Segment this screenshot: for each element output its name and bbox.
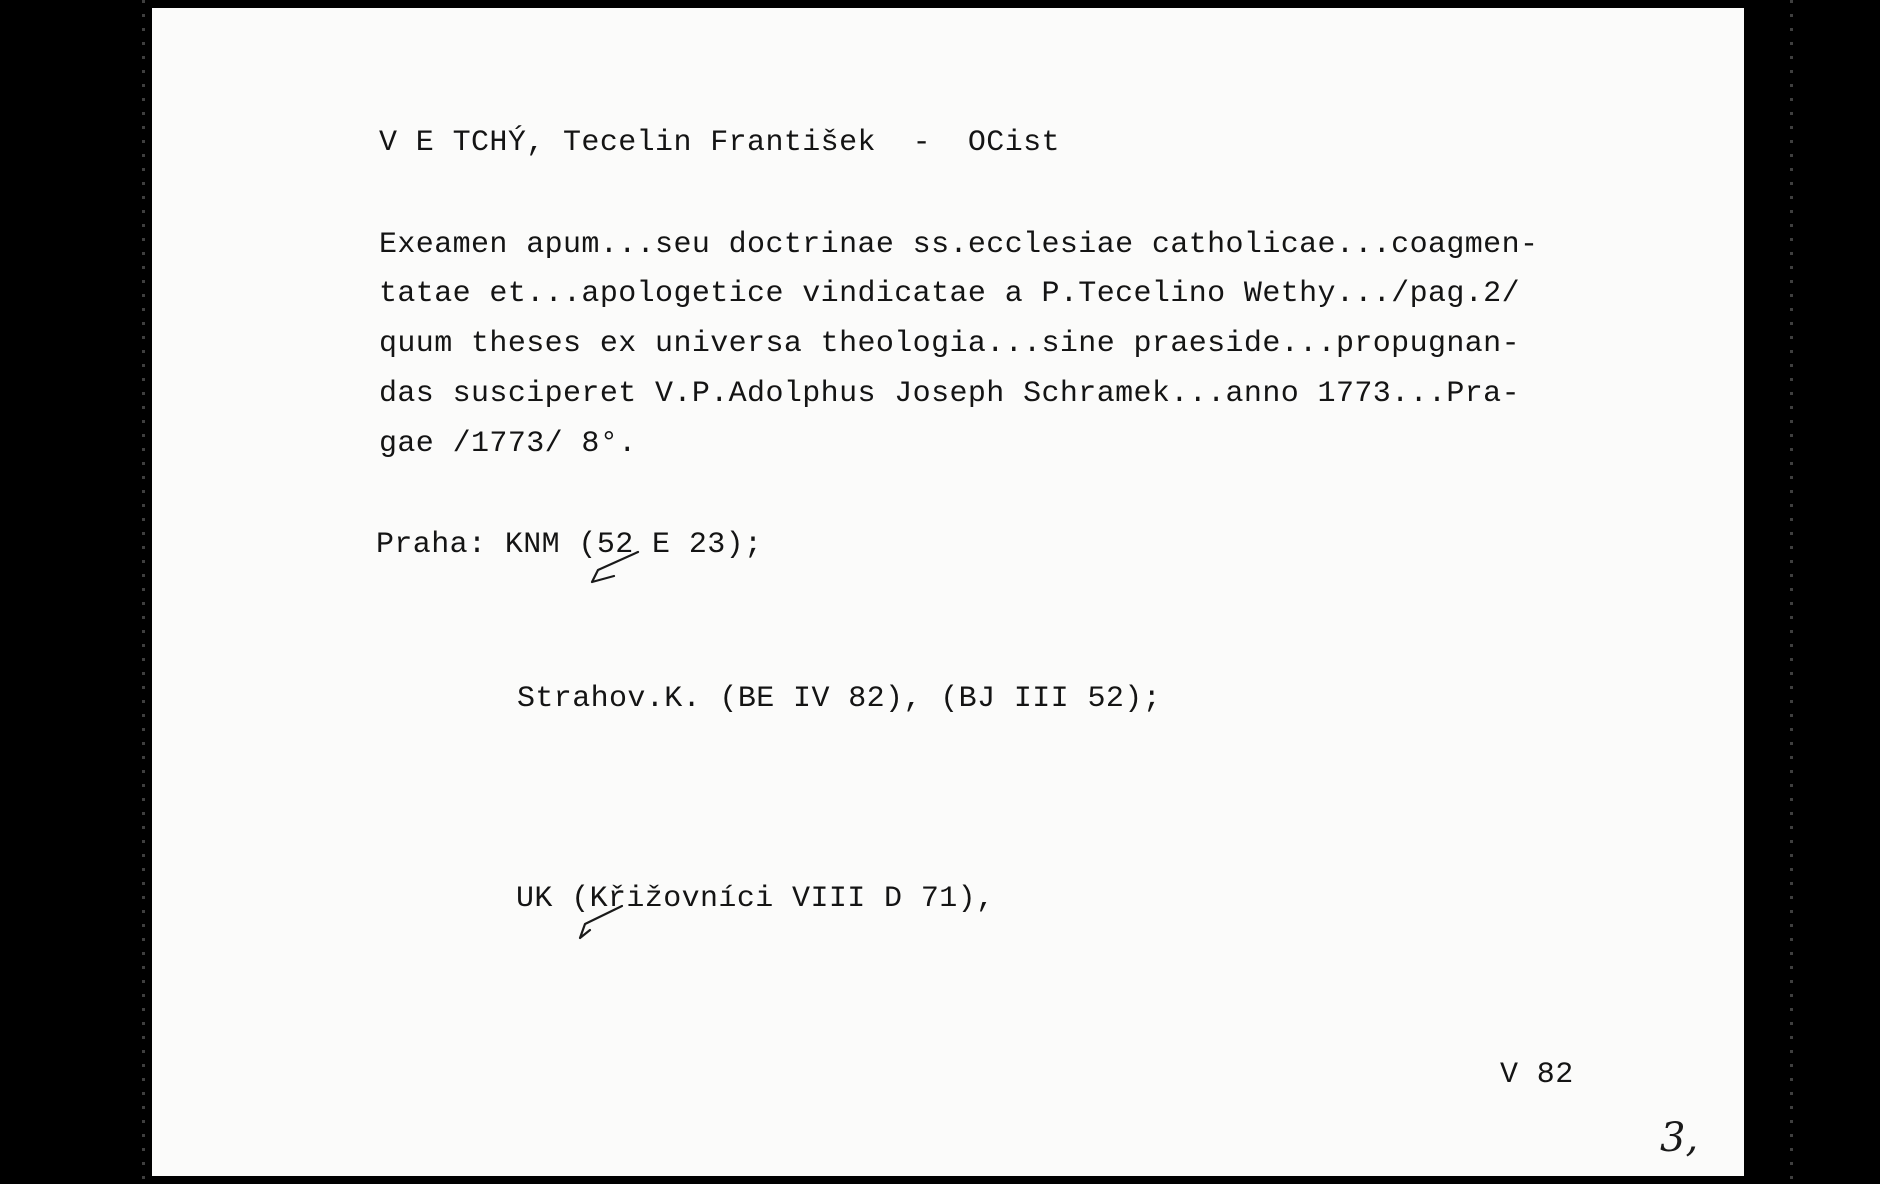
handwritten-page-number: 3, xyxy=(1660,1115,1699,1161)
title-line-5: gae /1773/ 8°. xyxy=(379,427,637,461)
film-edge-right xyxy=(1790,0,1793,1184)
catalog-card xyxy=(152,8,1744,1176)
film-edge-left xyxy=(142,0,145,1184)
holding-praha: Praha: KNM (52 E 23); xyxy=(376,528,763,562)
title-line-1: Exeamen apum...seu doctrinae ss.ecclesiae catholicae...coagmen- xyxy=(379,228,1539,262)
title-line-4: das susciperet V.P.Adolphus Joseph Schramek...anno 1773...Pra- xyxy=(379,377,1520,411)
title-line-2: tatae et...apologetice vindicatae a P.Tecelino Wethy.../pag.2/ xyxy=(379,277,1520,311)
shelf-mark: V 82 xyxy=(1500,1058,1574,1092)
holding-strahov: Strahov.K. (BE IV 82), (BJ III 52); xyxy=(517,682,1162,716)
handwritten-check-mark xyxy=(576,900,636,944)
holding-uk: UK (Křižovníci VIII D 71), xyxy=(516,882,995,916)
card-heading: V E TCHÝ, Tecelin František - OCist xyxy=(379,126,1060,160)
handwritten-check-mark xyxy=(588,548,648,588)
title-line-3: quum theses ex universa theologia...sine praeside...propugnan- xyxy=(379,327,1520,361)
